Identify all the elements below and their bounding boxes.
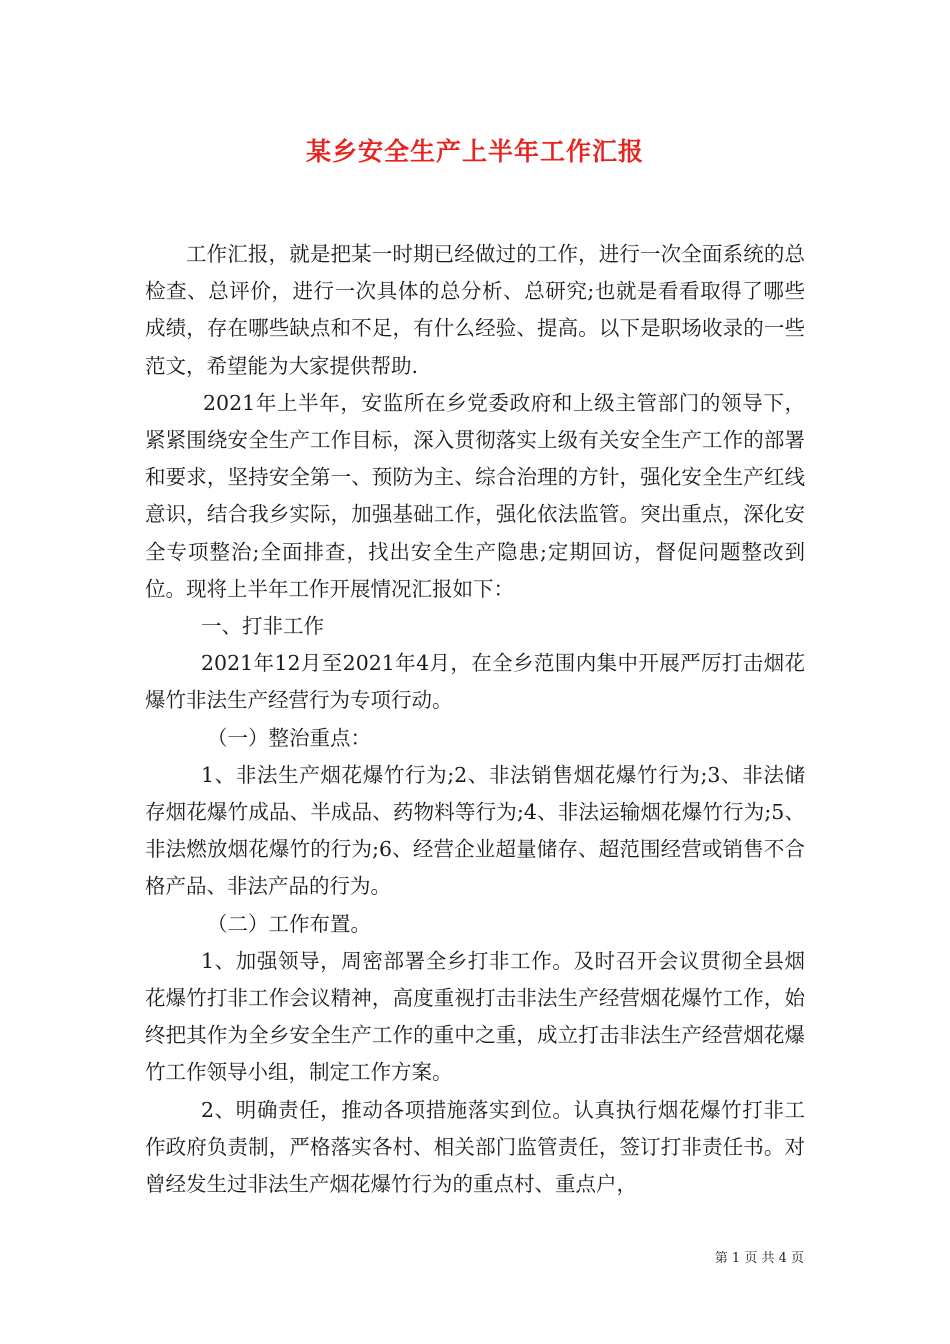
paragraph-responsibility: 2、明确责任，推动各项措施落实到位。认真执行烟花爆竹打非工作政府负责制，严格落实各村、相关部门监管责任，签订打非责任书。对曾经发生过非法生产烟花爆竹行为的重点村、重点户， — [145, 1097, 805, 1197]
page-number: 第 1 页 共 4 页 — [714, 1251, 804, 1266]
paragraph-summary: 2021年上半年，安监所在乡党委政府和上级主管部门的领导下，紧紧围绕安全生产工作目标，深入贯彻落实上级有关安全生产工作的部署和要求，坚持安全第一、预防为主、综合治理的方针，强化安全生产红线意识，结合我乡实际，加强基础工作，强化依法监管。突出重点，深化安全专项整治;全面排查，找出安全生产隐患;定期回访，督促问题整改到位。现将上半年工作开展情况汇报如下： — [145, 390, 805, 601]
section-heading-1: 一、打非工作 — [201, 614, 324, 639]
subheading-focus: （一）整治重点： — [207, 725, 371, 750]
paragraph-focus-items: 1、非法生产烟花爆竹行为;2、非法销售烟花爆竹行为;3、非法储存烟花爆竹成品、半成品、药物料等行为;4、非法运输烟花爆竹行为;5、非法燃放烟花爆竹的行为;6、经营企业超量储存、超范围经营或销售不合格产品、非法产品的行为。 — [145, 762, 805, 899]
paragraph-crackdown: 2021年12月至2021年4月，在全乡范围内集中开展严厉打击烟花爆竹非法生产经营行为专项行动。 — [145, 651, 805, 713]
document-body — [145, 236, 805, 1203]
paragraph-leadership: 1、加强领导，周密部署全乡打非工作。及时召开会议贯彻全县烟花爆竹打非工作会议精神，高度重视打击非法生产经营烟花爆竹工作，始终把其作为全乡安全生产工作的重中之重，成立打击非法生产经营烟花爆竹工作领导小组，制定工作方案。 — [145, 948, 805, 1085]
paragraph-intro: 工作汇报，就是把某一时期已经做过的工作，进行一次全面系统的总检查、总评价，进行一次具体的总分析、总研究;也就是看看取得了哪些成绩，存在哪些缺点和不足，有什么经验、提高。以下是职场收录的一些范文，希望能为大家提供帮助. — [145, 242, 805, 378]
subheading-arrangement: （二）工作布置。 — [207, 911, 371, 936]
document-title: 某乡安全生产上半年工作汇报 — [305, 137, 644, 166]
